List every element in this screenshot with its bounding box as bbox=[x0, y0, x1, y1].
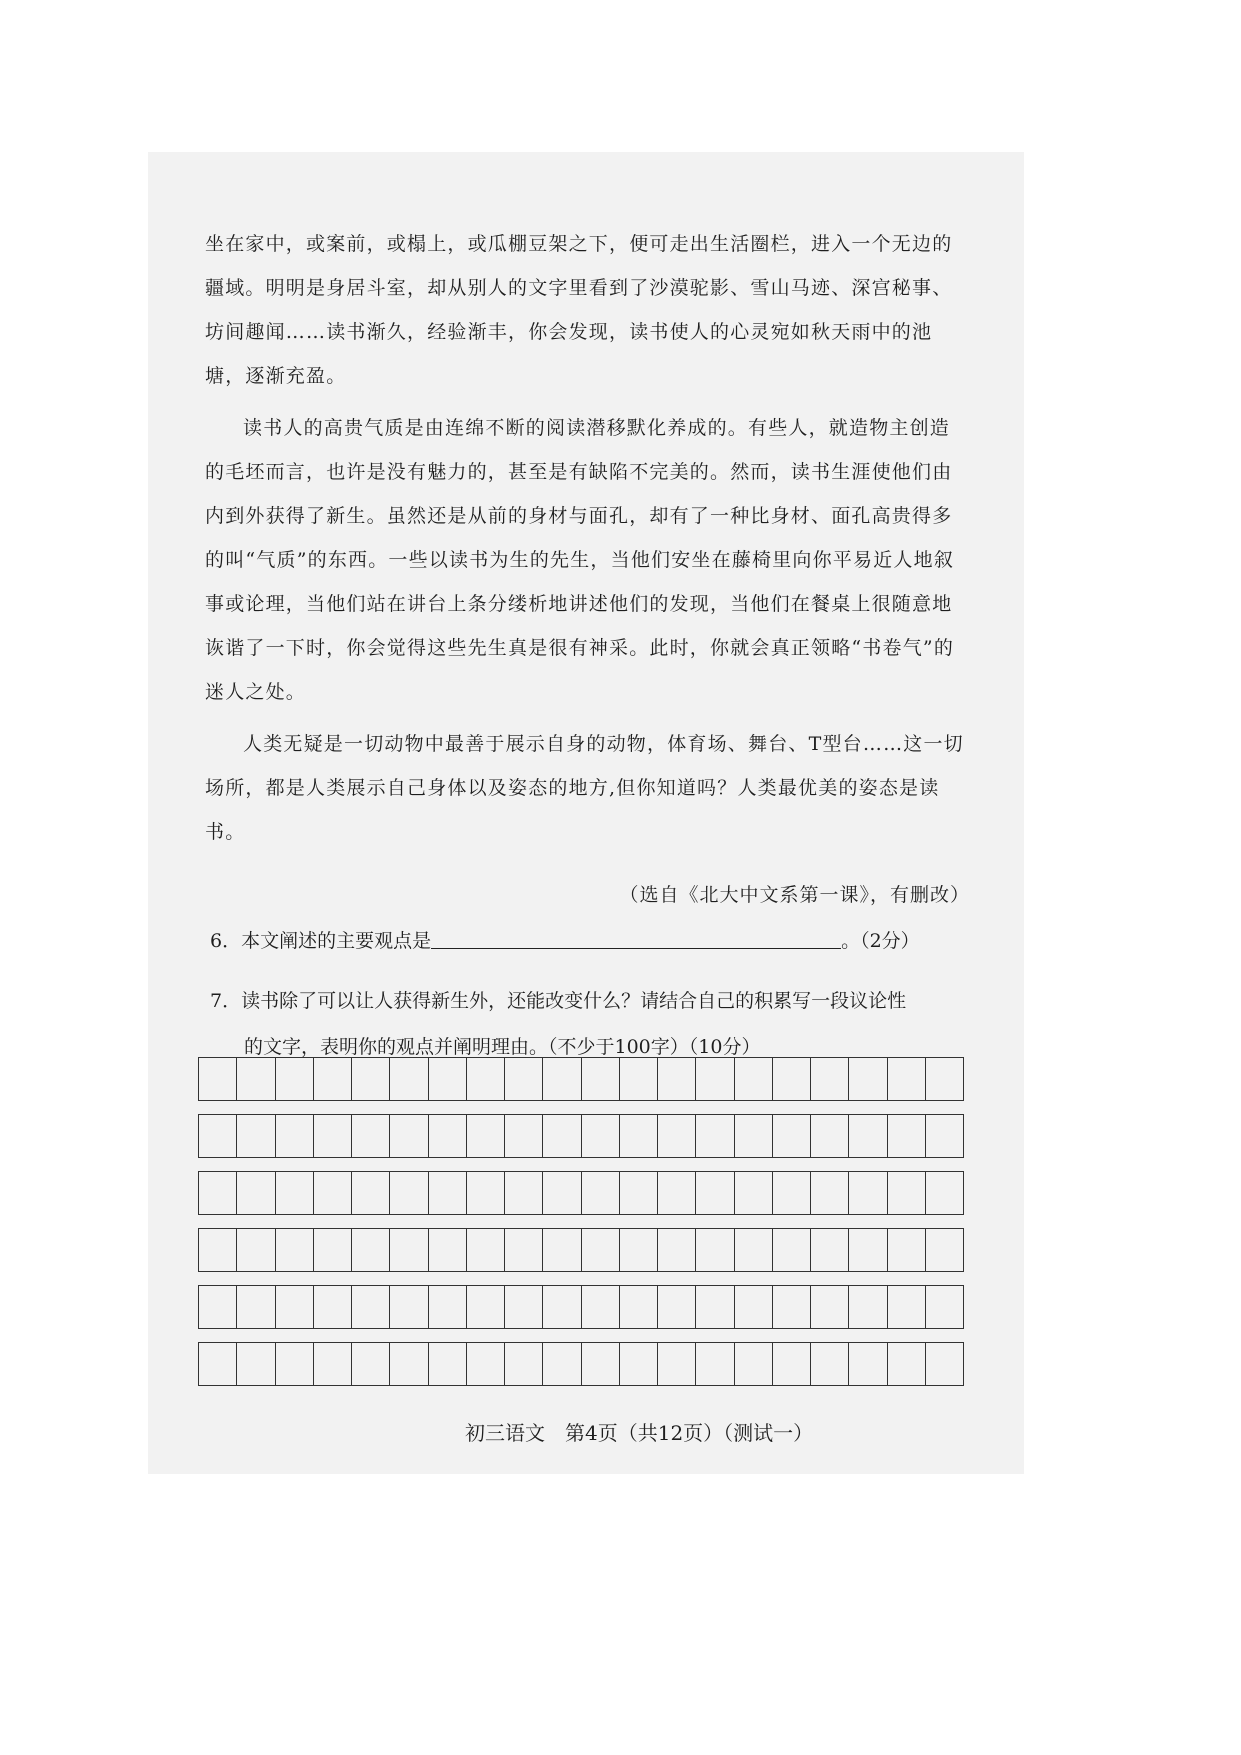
answer-grid-cell[interactable] bbox=[888, 1172, 926, 1214]
answer-grid-cell[interactable] bbox=[237, 1172, 275, 1214]
answer-grid-cell[interactable] bbox=[543, 1115, 581, 1157]
answer-grid-cell[interactable] bbox=[314, 1229, 352, 1271]
answer-grid-cell[interactable] bbox=[276, 1343, 314, 1385]
answer-grid-row[interactable] bbox=[198, 1057, 964, 1101]
answer-grid-cell[interactable] bbox=[849, 1343, 887, 1385]
answer-grid-cell[interactable] bbox=[429, 1058, 467, 1100]
answer-grid-cell[interactable] bbox=[390, 1343, 428, 1385]
question-6 bbox=[210, 926, 920, 953]
answer-grid-cell[interactable] bbox=[888, 1115, 926, 1157]
answer-grid-cell[interactable] bbox=[773, 1286, 811, 1328]
answer-grid-cell[interactable] bbox=[505, 1229, 543, 1271]
answer-grid-cell[interactable] bbox=[237, 1115, 275, 1157]
answer-grid-cell[interactable] bbox=[582, 1058, 620, 1100]
answer-grid-cell[interactable] bbox=[811, 1229, 849, 1271]
answer-grid-cell[interactable] bbox=[658, 1343, 696, 1385]
answer-grid-row[interactable] bbox=[198, 1342, 964, 1386]
answer-grid-cell[interactable] bbox=[658, 1172, 696, 1214]
answer-grid-cell[interactable] bbox=[582, 1172, 620, 1214]
answer-grid-cell[interactable] bbox=[849, 1172, 887, 1214]
answer-grid-cell[interactable] bbox=[811, 1172, 849, 1214]
answer-grid-cell[interactable] bbox=[811, 1286, 849, 1328]
answer-grid-cell[interactable] bbox=[314, 1115, 352, 1157]
answer-grid-cell[interactable] bbox=[620, 1058, 658, 1100]
answer-grid-cell[interactable] bbox=[888, 1229, 926, 1271]
answer-grid-cell[interactable] bbox=[620, 1172, 658, 1214]
passage-paragraph-1: 坐在家中，或案前，或榻上，或瓜棚豆架之下，便可走出生活圈栏，进入一个无边的疆域。明明是身居斗室，却从别人的文字里看到了沙漠驼影、雪山马迹、深宫秘事、坊间趣闻……读书渐久，经验渐丰，你会发现，读书使人的心灵宛如秋天雨中的池塘，逐渐充盈。 bbox=[205, 233, 953, 387]
answer-grid-cell[interactable] bbox=[352, 1115, 390, 1157]
answer-grid-row[interactable] bbox=[198, 1114, 964, 1158]
answer-grid-cell[interactable] bbox=[237, 1229, 275, 1271]
answer-grid-cell[interactable] bbox=[314, 1172, 352, 1214]
answer-grid-cell[interactable] bbox=[276, 1115, 314, 1157]
answer-grid-cell[interactable] bbox=[926, 1058, 963, 1100]
answer-grid-cell[interactable] bbox=[926, 1343, 963, 1385]
answer-grid-cell[interactable] bbox=[620, 1229, 658, 1271]
answer-grid-cell[interactable] bbox=[505, 1172, 543, 1214]
answer-grid-cell[interactable] bbox=[199, 1229, 237, 1271]
answer-grid-cell[interactable] bbox=[773, 1172, 811, 1214]
answer-grid-cell[interactable] bbox=[199, 1058, 237, 1100]
answer-grid-cell[interactable] bbox=[811, 1115, 849, 1157]
answer-grid-cell[interactable] bbox=[926, 1286, 963, 1328]
answer-grid-cell[interactable] bbox=[658, 1115, 696, 1157]
answer-grid-cell[interactable] bbox=[696, 1115, 734, 1157]
question-6-prompt: 6．本文阐述的主要观点是 bbox=[210, 930, 432, 952]
answer-grid-cell[interactable] bbox=[429, 1172, 467, 1214]
answer-grid-cell[interactable] bbox=[352, 1058, 390, 1100]
answer-grid-cell[interactable] bbox=[505, 1058, 543, 1100]
answer-grid-cell[interactable] bbox=[429, 1229, 467, 1271]
question-7-prompt-line-1: 7．读书除了可以让人获得新生外，还能改变什么？请结合自己的积累写一段议论性 bbox=[210, 990, 907, 1012]
answer-grid-cell[interactable] bbox=[467, 1229, 505, 1271]
answer-grid-cell[interactable] bbox=[773, 1058, 811, 1100]
answer-grid-cell[interactable] bbox=[390, 1229, 428, 1271]
answer-grid-cell[interactable] bbox=[352, 1229, 390, 1271]
answer-grid-cell[interactable] bbox=[199, 1343, 237, 1385]
answer-grid-cell[interactable] bbox=[849, 1286, 887, 1328]
answer-grid-cell[interactable] bbox=[849, 1229, 887, 1271]
answer-grid-cell[interactable] bbox=[582, 1343, 620, 1385]
answer-grid-cell[interactable] bbox=[582, 1229, 620, 1271]
answer-grid-cell[interactable] bbox=[620, 1343, 658, 1385]
answer-grid-cell[interactable] bbox=[582, 1286, 620, 1328]
answer-grid-cell[interactable] bbox=[735, 1229, 773, 1271]
answer-grid-cell[interactable] bbox=[505, 1115, 543, 1157]
answer-grid-cell[interactable] bbox=[620, 1286, 658, 1328]
answer-grid-cell[interactable] bbox=[276, 1172, 314, 1214]
answer-grid-cell[interactable] bbox=[696, 1229, 734, 1271]
answer-grid-cell[interactable] bbox=[543, 1229, 581, 1271]
answer-grid-cell[interactable] bbox=[658, 1058, 696, 1100]
answer-grid-cell[interactable] bbox=[352, 1172, 390, 1214]
question-6-answer-blank[interactable] bbox=[431, 928, 841, 949]
answer-grid-cell[interactable] bbox=[888, 1058, 926, 1100]
answer-grid-cell[interactable] bbox=[314, 1286, 352, 1328]
answer-grid-cell[interactable] bbox=[276, 1286, 314, 1328]
answer-grid-cell[interactable] bbox=[467, 1286, 505, 1328]
answer-grid-cell[interactable] bbox=[926, 1229, 963, 1271]
answer-grid-cell[interactable] bbox=[888, 1343, 926, 1385]
answer-grid-cell[interactable] bbox=[696, 1172, 734, 1214]
answer-grid-cell[interactable] bbox=[390, 1115, 428, 1157]
answer-grid-cell[interactable] bbox=[849, 1115, 887, 1157]
answer-grid-cell[interactable] bbox=[888, 1286, 926, 1328]
answer-grid-cell[interactable] bbox=[773, 1343, 811, 1385]
answer-grid-cell[interactable] bbox=[467, 1115, 505, 1157]
answer-grid-cell[interactable] bbox=[926, 1115, 963, 1157]
answer-grid-cell[interactable] bbox=[352, 1286, 390, 1328]
answer-grid-cell[interactable] bbox=[735, 1343, 773, 1385]
answer-grid-cell[interactable] bbox=[926, 1172, 963, 1214]
answer-grid-row[interactable] bbox=[198, 1285, 964, 1329]
answer-grid-cell[interactable] bbox=[276, 1229, 314, 1271]
answer-grid-cell[interactable] bbox=[658, 1229, 696, 1271]
answer-grid-cell[interactable] bbox=[237, 1343, 275, 1385]
answer-grid-cell[interactable] bbox=[390, 1172, 428, 1214]
answer-grid-cell[interactable] bbox=[696, 1058, 734, 1100]
passage-source: （选自《北大中文系第一课》，有删改） bbox=[619, 884, 970, 906]
answer-grid-cell[interactable] bbox=[237, 1058, 275, 1100]
answer-grid-cell[interactable] bbox=[199, 1115, 237, 1157]
answer-grid-cell[interactable] bbox=[276, 1058, 314, 1100]
page-footer: 初三语文 第4页（共12页）（测试一） bbox=[465, 1421, 814, 1445]
answer-grid-cell[interactable] bbox=[696, 1343, 734, 1385]
answer-grid-cell[interactable] bbox=[467, 1058, 505, 1100]
answer-grid-cell[interactable] bbox=[429, 1286, 467, 1328]
answer-grid-cell[interactable] bbox=[505, 1343, 543, 1385]
answer-grid-cell[interactable] bbox=[811, 1343, 849, 1385]
answer-grid-cell[interactable] bbox=[237, 1286, 275, 1328]
answer-grid-cell[interactable] bbox=[467, 1172, 505, 1214]
answer-grid-cell[interactable] bbox=[199, 1172, 237, 1214]
answer-grid-cell[interactable] bbox=[543, 1058, 581, 1100]
reading-passage bbox=[205, 222, 965, 862]
answer-grid-cell[interactable] bbox=[467, 1343, 505, 1385]
answer-grid-cell[interactable] bbox=[429, 1343, 467, 1385]
question-6-score: 。（2分） bbox=[841, 930, 920, 952]
answer-grid-row[interactable] bbox=[198, 1171, 964, 1215]
answer-grid-cell[interactable] bbox=[658, 1286, 696, 1328]
answer-grid-cell[interactable] bbox=[390, 1058, 428, 1100]
answer-grid-cell[interactable] bbox=[352, 1343, 390, 1385]
answer-grid-cell[interactable] bbox=[314, 1058, 352, 1100]
answer-grid-cell[interactable] bbox=[735, 1286, 773, 1328]
answer-grid-row[interactable] bbox=[198, 1228, 964, 1272]
answer-grid-cell[interactable] bbox=[773, 1115, 811, 1157]
answer-grid-cell[interactable] bbox=[199, 1286, 237, 1328]
answer-grid-cell[interactable] bbox=[543, 1172, 581, 1214]
answer-grid-cell[interactable] bbox=[543, 1343, 581, 1385]
answer-grid-cell[interactable] bbox=[773, 1229, 811, 1271]
answer-grid-cell[interactable] bbox=[314, 1343, 352, 1385]
answer-grid-cell[interactable] bbox=[696, 1286, 734, 1328]
answer-grid-cell[interactable] bbox=[429, 1115, 467, 1157]
answer-grid-cell[interactable] bbox=[390, 1286, 428, 1328]
answer-grid-cell[interactable] bbox=[811, 1058, 849, 1100]
answer-grid[interactable] bbox=[198, 1057, 964, 1382]
answer-grid-cell[interactable] bbox=[849, 1058, 887, 1100]
question-7-prompt-line-2: 的文字，表明你的观点并阐明理由。（不少于100字）（10分） bbox=[244, 1036, 761, 1058]
answer-grid-cell[interactable] bbox=[735, 1058, 773, 1100]
answer-grid-cell[interactable] bbox=[543, 1286, 581, 1328]
answer-grid-cell[interactable] bbox=[505, 1286, 543, 1328]
answer-grid-cell[interactable] bbox=[735, 1115, 773, 1157]
passage-paragraph-2: 读书人的高贵气质是由连绵不断的阅读潜移默化养成的。有些人，就造物主创造的毛坯而言，也许是没有魅力的，甚至是有缺陷不完美的。然而，读书生涯使他们由内到外获得了新生。虽然还是从前的身材与面孔，却有了一种比身材、面孔高贵得多的叫“气质”的东西。一些以读书为生的先生，当他们安坐在藤椅里向你平易近人地叙事或论理，当他们站在讲台上条分缕析地讲述他们的发现，当他们在餐桌上很随意地诙谐了一下时，你会觉得这些先生真是很有神采。此时，你就会真正领略“书卷气”的迷人之处。 bbox=[205, 417, 955, 703]
answer-grid-cell[interactable] bbox=[582, 1115, 620, 1157]
passage-paragraph-3: 人类无疑是一切动物中最善于展示自身的动物，体育场、舞台、T型台……这一切场所，都是人类展示自己身体以及姿态的地方,但你知道吗？人类最优美的姿态是读书。 bbox=[205, 733, 964, 843]
answer-grid-cell[interactable] bbox=[620, 1115, 658, 1157]
answer-grid-cell[interactable] bbox=[735, 1172, 773, 1214]
